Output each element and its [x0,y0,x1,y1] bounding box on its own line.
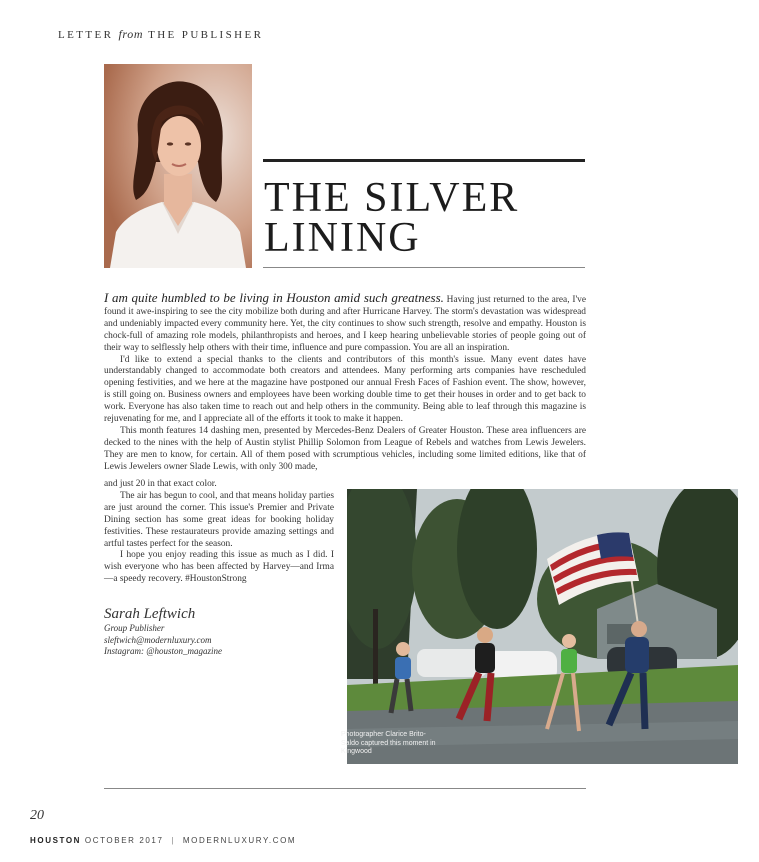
footer-site: MODERNLUXURY.COM [182,836,297,845]
kicker-publisher: THE PUBLISHER [148,29,264,41]
signature-name: Sarah Leftwich [104,606,196,622]
footer-brand: HOUSTON [30,836,82,845]
photo-caption: Photographer Clarice Brito-Saldo captured this moment in Kingwood [341,731,436,756]
footer-separator: | [171,836,176,845]
publisher-portrait [104,64,252,268]
headline-line-2: LINING [264,215,421,261]
kicker-letter: LETTER [58,29,114,41]
footer-issue: OCTOBER 2017 [84,836,164,845]
paragraph-5: I hope you enjoy reading this issue as much as I did. I wish everyone who has been affected by Harvey—and Irma—a speedy recovery. #HoustonStrong [104,550,334,585]
headline-line-1: THE SILVER [264,175,520,221]
paragraph-2: I'd like to extend a special thanks to the clients and contributors of this month's issue. Many event dates have understandably changed to accommodate both creators and attendees. Many performing arts companies have rescheduled opening festivities, and we here at the magazine have postponed our annual Fresh Faces of Fashion event. The show, however, is still going on. Business owners and employees have been working double time to get their houses in order and to get back to work. Everyone has also taken time to reach out and help others in the community. Being able to leaf through this magazine is rejuvenating for me, and I appreciate all of the efforts it took to make it happen. [104,354,586,425]
signature-title: Group Publisher [104,623,165,633]
lead-intro: I am quite humbled to be living in Houston amid such greatness. [104,290,444,305]
portrait-illustration [104,64,252,268]
headline-rule-top [263,159,585,162]
footer-rule [104,788,586,789]
paragraph-3: This month features 14 dashing men, presented by Mercedes-Benz Dealers of Greater Houston. These area influencers are decked to the nines with the help of Austin stylist Phillip Solomon from League of Rebels and watches from Lewis Jewelers. They are men to know, for certain. All of them posed with scrumptious vehicles, including some limited editions, like that of Lewis Jewelers owner Slade Lewis, with only 300 made, [104,425,586,472]
signature-email: sleftwich@modernluxury.com [104,634,212,645]
flag-run-photo [347,489,738,764]
headline [264,175,594,261]
signature-instagram: Instagram: @houston_magazine [104,646,223,656]
flag-run-illustration [347,489,738,764]
footer-folio [30,836,296,845]
signature-block [104,605,324,658]
section-kicker [58,27,263,42]
page-number: 20 [30,808,44,823]
headline-rule-bottom [263,267,585,268]
letter-body [104,292,586,474]
paragraph-1-text: Having just returned to the area, I've found it awe-inspiring to see the city mobilize both during and after Hurricane Harvey. The storm's devastation was widespread and undeniably impacted every community here. Yet, the city continues to show such strength, resolve and empathy. Houston is chock-full of amazing role models, philanthropists and heroes, and I keep hearing unbelievable stories of people going out of their way to selflessly help others with their time, influence and pure compassion. You are all an inspiration. [104,295,586,353]
paragraph-1 [104,292,586,355]
paragraph-4: The air has begun to cool, and that means holiday parties are just around the corner. This issue's Premier and Private Dining section has some great ideas for booking holiday festivities. These restaurateurs provide amazing settings and artful tastes perfect for the season. [104,490,334,549]
letter-body-column [104,479,334,586]
kicker-from: from [118,27,144,41]
paragraph-3-end: and just 20 in that exact color. [104,479,217,489]
